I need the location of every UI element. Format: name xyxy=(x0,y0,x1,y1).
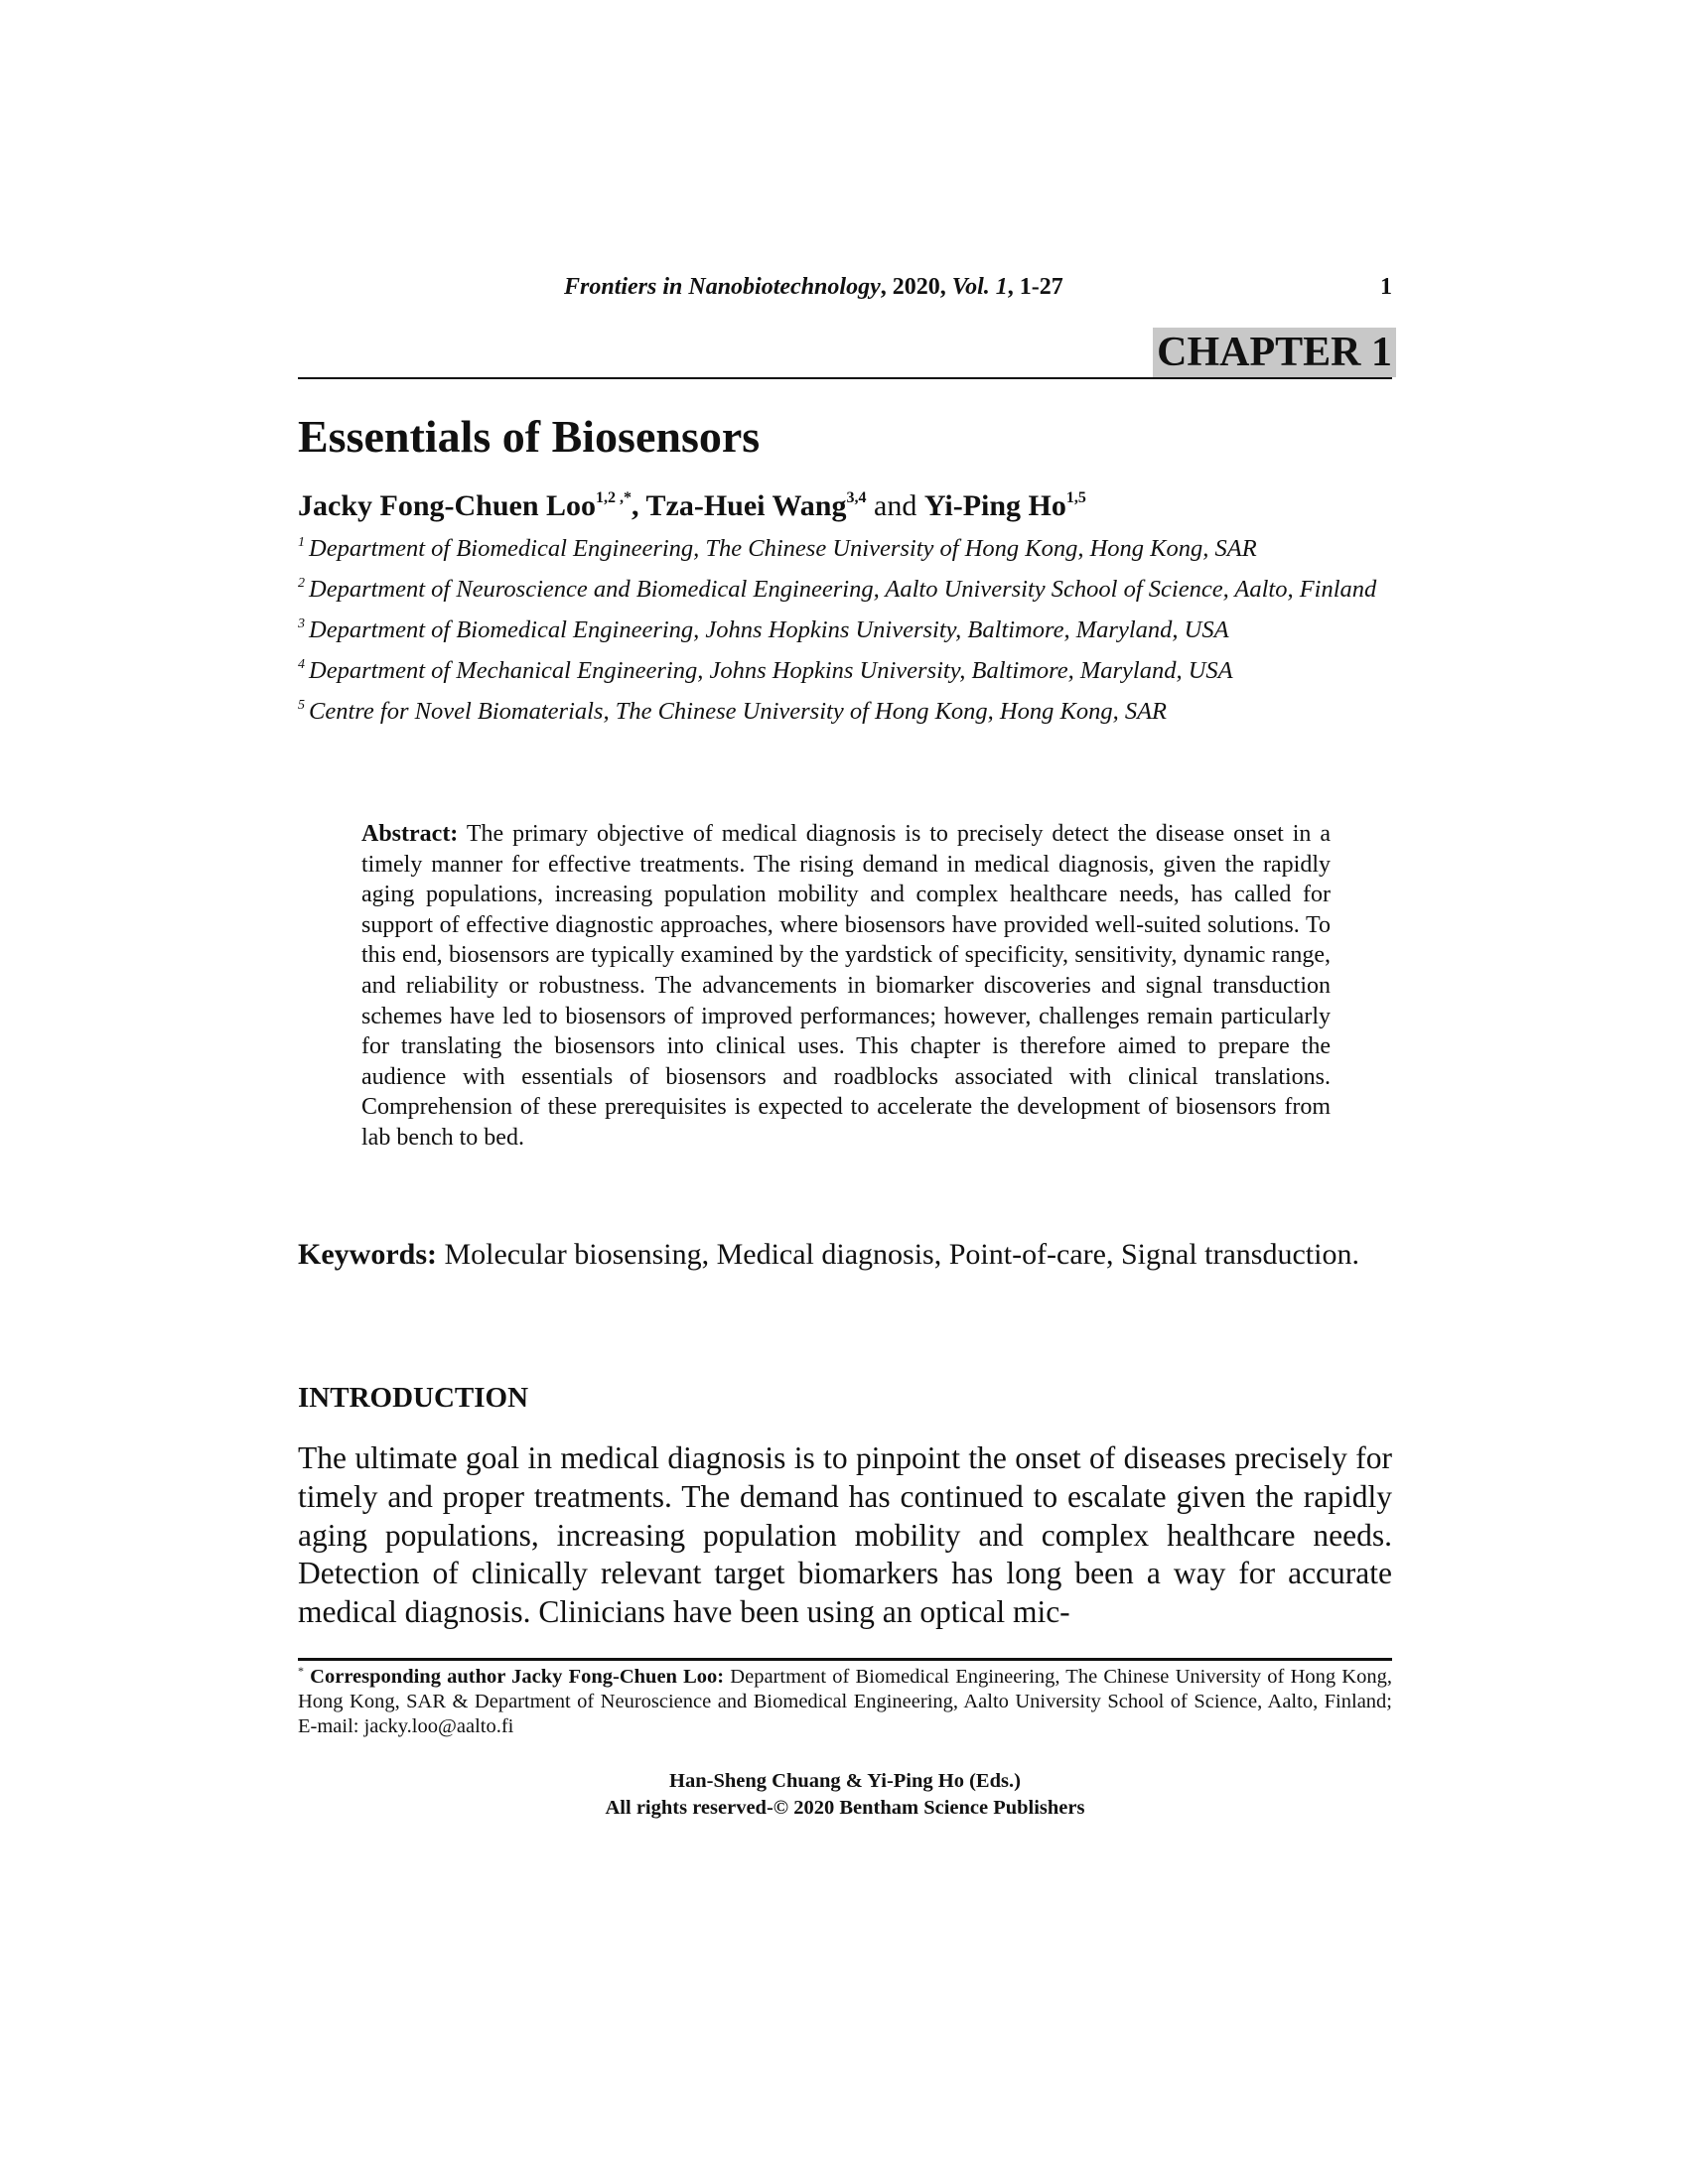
affiliation-text: Centre for Novel Biomaterials, The Chinese University of Hong Kong, Hong Kong, SAR xyxy=(309,698,1168,725)
keywords-label: Keywords: xyxy=(298,1238,437,1271)
abstract-text: The primary objective of medical diagnosis is to precisely detect the disease onset in a timely manner for effective treatments. The rising demand in medical diagnosis, given the rapidly aging populations, increasing population mobility and complex healthcare needs, has called for support of effective diagnostic approaches, where biosensors have provided well-suited solutions. To this end, biosensors are typically examined by the yardstick of specificity, sensitivity, dynamic range, and reliability or robustness. The advancements in biomarker discoveries and signal transduction schemes have led to biosensors of improved performances; however, challenges remain particularly for translating the biosensors into clinical uses. This chapter is therefore aimed to prepare the audience with essentials of biosensors and roadblocks associated with clinical translations. Comprehension of these prerequisites is expected to accelerate the development of biosensors from lab bench to bed. xyxy=(361,821,1331,1151)
affiliation-text: Department of Biomedical Engineering, Johns Hopkins University, Baltimore, Maryland, USA xyxy=(309,616,1229,643)
author-separator: , xyxy=(632,489,646,522)
affiliation-text: Department of Mechanical Engineering, Johns Hopkins University, Baltimore, Maryland, USA xyxy=(309,657,1233,684)
keywords-text: Molecular biosensing, Medical diagnosis, Point-of-care, Signal transduction. xyxy=(436,1238,1359,1271)
footnote-text: Department of Biomedical Engineering, The Chinese University of Hong Kong, Hong Kong, SAR & Department of Neuroscience and Biomedical Engineering, Aalto University School of Science, Aalto, Finland; E-mail: jacky.loo@aalto.fi xyxy=(298,1666,1392,1737)
affiliation-text: Department of Biomedical Engineering, The Chinese University of Hong Kong, Hong Kong, SAR xyxy=(309,535,1257,562)
affiliation xyxy=(298,656,1392,685)
abstract-label: Abstract: xyxy=(361,821,459,847)
chapter-title: Essentials of Biosensors xyxy=(298,411,761,462)
affiliation xyxy=(298,697,1392,726)
author-affiliation-mark: 1,2 ,* xyxy=(596,489,633,506)
journal-pages: , 1-27 xyxy=(1007,274,1063,300)
author-name: Tza-Huei Wang xyxy=(645,489,847,522)
body-paragraph: The ultimate goal in medical diagnosis is to pinpoint the onset of diseases precisely for timely and proper treatments. The demand has continued to escalate given the rapidly aging populations, increasing population mobility and complex healthcare needs. Detection of clinically relevant target biomarkers has long been a way for accurate medical diagnosis. Clinicians have been using an optical mic- xyxy=(298,1440,1392,1630)
author-name: Jacky Fong-Chuen Loo xyxy=(298,489,597,522)
footnote-label: Corresponding author Jacky Fong-Chuen Loo: xyxy=(304,1666,725,1688)
imprint xyxy=(298,1768,1392,1822)
footnote xyxy=(298,1665,1392,1739)
keywords xyxy=(298,1237,1392,1273)
imprint-editors: Han-Sheng Chuang & Yi-Ping Ho (Eds.) xyxy=(669,1770,1021,1792)
affiliation-text: Department of Neuroscience and Biomedical Engineering, Aalto University School of Science, Aalto, Finland xyxy=(309,576,1377,603)
affiliation-list xyxy=(298,534,1392,738)
journal-citation xyxy=(564,272,1063,302)
author-affiliation-mark: 3,4 xyxy=(846,489,867,506)
affiliation xyxy=(298,615,1392,644)
journal-volume: Vol. 1 xyxy=(951,274,1008,300)
footnote-rule xyxy=(298,1658,1392,1661)
affiliation-number: 1 xyxy=(298,535,305,550)
affiliation-number: 5 xyxy=(298,698,305,713)
author-name: Yi-Ping Ho xyxy=(923,489,1066,522)
author-list xyxy=(298,486,1086,526)
affiliation-number: 3 xyxy=(298,616,305,631)
abstract xyxy=(361,819,1331,1154)
affiliation-number: 4 xyxy=(298,657,305,672)
author-affiliation-mark: 1,5 xyxy=(1065,489,1086,506)
affiliation xyxy=(298,575,1392,604)
header-rule xyxy=(298,377,1392,379)
journal-name: Frontiers in Nanobiotechnology xyxy=(564,274,881,300)
affiliation xyxy=(298,534,1392,563)
affiliation-number: 2 xyxy=(298,576,305,591)
chapter-label: CHAPTER 1 xyxy=(1153,328,1396,377)
footnote-mark: * xyxy=(298,1664,304,1678)
page-number: 1 xyxy=(1380,274,1392,300)
journal-year: , 2020, xyxy=(880,274,952,300)
imprint-rights: All rights reserved-© 2020 Bentham Science Publishers xyxy=(605,1797,1085,1819)
author-and: and xyxy=(866,489,924,522)
section-heading: INTRODUCTION xyxy=(298,1382,529,1414)
